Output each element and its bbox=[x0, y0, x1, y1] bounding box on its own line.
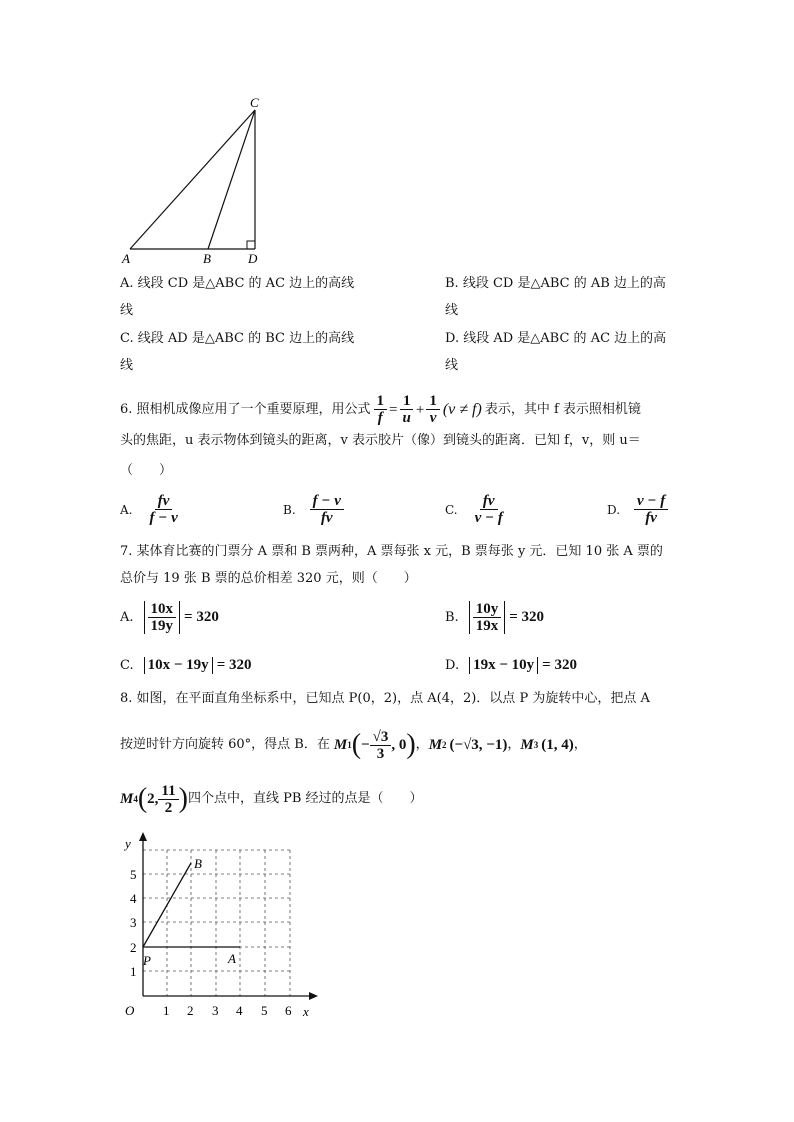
q8-line2: 按逆时针方向旋转 60°，得点 B．在 M 1 ( − $\frac{√3}{3}$ , 0 ) ， M 2 (−√3, −1) ， M 3 (1, 4) ， bbox=[120, 728, 587, 762]
point-m4: M 4 ( 2, $\frac{11}{2}$ ) bbox=[120, 782, 188, 816]
label-C: C bbox=[250, 95, 259, 110]
x-tick-1: 1 bbox=[163, 1003, 170, 1018]
y-tick-4: 4 bbox=[130, 891, 137, 906]
x-tick-4: 4 bbox=[236, 1003, 243, 1018]
y-tick-2: 2 bbox=[130, 940, 137, 955]
x-tick-5: 5 bbox=[261, 1003, 268, 1018]
q8-line1: 8. 如图，在平面直角坐标系中，已知点 P(0，2)，点 A(4，2)．以点 P 为旋转中心，把点 A bbox=[120, 691, 650, 706]
point-m2: M 2 (−√3, −1) bbox=[428, 737, 508, 753]
q6-stem-start: 6. 照相机成像应用了一个重要原理，用公式 bbox=[120, 401, 371, 417]
q8-line3 bbox=[120, 777, 423, 821]
x-tick-2: 2 bbox=[187, 1003, 194, 1018]
label-A: A bbox=[122, 251, 130, 266]
triangle-figure bbox=[110, 92, 280, 267]
y-tick-5: 5 bbox=[130, 867, 137, 882]
y-tick-1: 1 bbox=[130, 964, 137, 979]
q7-option-d[interactable]: D. 19x − 10y = 320 bbox=[445, 657, 577, 673]
q7-line2: 总价与 19 张 B 票的总价相差 320 元，则（ ） bbox=[120, 571, 417, 586]
q6-stem-end: 表示，其中 f 表示照相机镜 bbox=[484, 401, 641, 417]
point-B-label: B bbox=[194, 856, 202, 871]
x-axis-arrow bbox=[309, 992, 318, 1000]
q5-option-c-wrap: 线 bbox=[120, 358, 134, 373]
segment-BC bbox=[208, 110, 255, 249]
q5-option-a-wrap: 线 bbox=[120, 303, 134, 318]
q6-option-a[interactable]: A. $\frac{fv}{f - v}$ bbox=[120, 493, 178, 526]
lens-formula: $\frac{1}{f}$ = $\frac{1}{u}$ + $\frac{1}{v}$ (v ≠ f) bbox=[374, 393, 482, 426]
q7-option-a[interactable]: A. $\frac{10x}{19y}$ = 320 bbox=[120, 601, 219, 634]
q6-option-b[interactable]: B. $\frac{f - v}{fv}$ bbox=[283, 493, 344, 526]
y-axis-arrow bbox=[139, 832, 147, 841]
q5-option-d-wrap: 线 bbox=[445, 358, 459, 373]
q5-option-b-wrap: 线 bbox=[445, 303, 459, 318]
point-m3: M 3 (1, 4) bbox=[520, 737, 574, 753]
q8-question-end: 四个点中，直线 PB 经过的点是（ ） bbox=[187, 791, 423, 806]
q7-line1: 7. 某体育比赛的门票分 A 票和 B 票两种，A 票每张 x 元，B 票每张 y 元．已知 10 张 A 票的 bbox=[120, 544, 663, 559]
q8-line2-text: 按逆时针方向旋转 60°，得点 B．在 bbox=[120, 737, 330, 752]
point-P-label: P bbox=[143, 953, 151, 968]
q6-line1 bbox=[120, 393, 641, 426]
right-angle-mark bbox=[247, 241, 255, 249]
q6-answer-paren: （ ） bbox=[120, 463, 173, 478]
coordinate-figure bbox=[115, 828, 325, 1023]
point-A-label: A bbox=[228, 951, 236, 966]
q5-option-d[interactable]: D. 线段 AD 是△ABC 的 AC 边上的高 bbox=[445, 331, 667, 346]
label-D: D bbox=[248, 251, 258, 266]
q7-option-b[interactable]: B. $\frac{10y}{19x}$ = 320 bbox=[445, 601, 544, 634]
q6-option-c[interactable]: C. $\frac{fv}{v - f}$ bbox=[445, 493, 503, 526]
grid-lines bbox=[143, 850, 290, 996]
origin-label: O bbox=[125, 1003, 135, 1018]
point-m1: M 1 ( − $\frac{√3}{3}$ , 0 ) bbox=[333, 728, 416, 762]
y-tick-3: 3 bbox=[130, 915, 137, 930]
segment-AC bbox=[130, 110, 255, 249]
q6-line2: 头的焦距，u 表示物体到镜头的距离，v 表示胶片（像）到镜头的距离．已知 f，v，则 u＝ bbox=[120, 433, 641, 448]
x-axis-label: x bbox=[303, 1004, 309, 1019]
q5-option-b[interactable]: B. 线段 CD 是△ABC 的 AB 边上的高 bbox=[445, 276, 666, 291]
q5-option-a[interactable]: A. 线段 CD 是△ABC 的 AC 边上的高线 bbox=[120, 276, 355, 291]
x-tick-6: 6 bbox=[285, 1003, 292, 1018]
label-B: B bbox=[203, 251, 211, 266]
y-axis-label: y bbox=[125, 836, 131, 851]
q7-option-c[interactable]: C. 10x − 19y = 320 bbox=[120, 657, 252, 673]
q6-option-d[interactable]: D. $\frac{v - f}{fv}$ bbox=[607, 493, 668, 526]
q5-option-c[interactable]: C. 线段 AD 是△ABC 的 BC 边上的高线 bbox=[120, 331, 355, 346]
x-tick-3: 3 bbox=[212, 1003, 219, 1018]
